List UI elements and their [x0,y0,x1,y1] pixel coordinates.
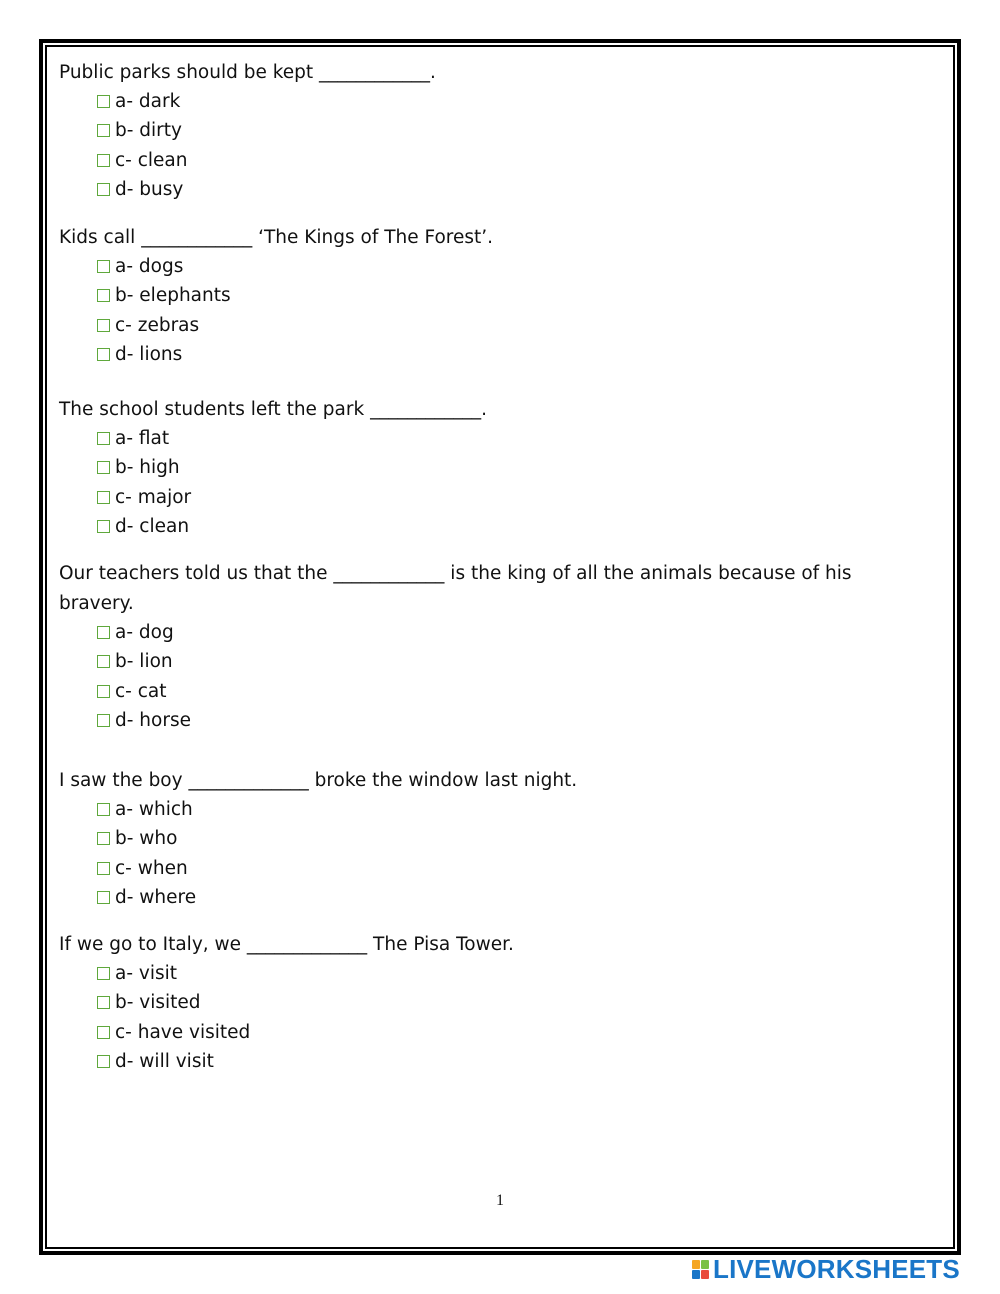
option-label: c- major [115,487,192,508]
question-5: I saw the boy _____________ broke the window last night. [59,770,578,791]
option-label: a- flat [115,428,170,449]
option-1c[interactable] [97,150,187,172]
question-4: Our teachers told us that the ____________ is the king of all the animals because of his bravery. [59,563,852,614]
option-label: b- dirty [115,120,182,141]
option-label: b- lion [115,651,173,672]
option-1a[interactable] [97,91,180,113]
checkbox[interactable] [97,832,110,845]
logo-block-icon [701,1260,709,1269]
logo-icon [692,1260,709,1279]
checkbox[interactable] [97,891,110,904]
option-6a[interactable] [97,963,177,985]
option-label: c- zebras [115,315,200,336]
option-label: b- who [115,828,178,849]
checkbox[interactable] [97,183,110,196]
checkbox[interactable] [97,626,110,639]
checkbox[interactable] [97,432,110,445]
checkbox[interactable] [97,862,110,875]
checkbox[interactable] [97,996,110,1009]
option-3a[interactable] [97,428,169,450]
option-5c[interactable] [97,858,188,880]
option-1d[interactable] [97,179,183,201]
option-label: a- dogs [115,256,184,277]
option-6c[interactable] [97,1022,250,1044]
option-label: a- visit [115,963,178,984]
option-label: a- dog [115,622,174,643]
checkbox[interactable] [97,124,110,137]
checkbox[interactable] [97,685,110,698]
option-2a[interactable] [97,256,183,278]
option-6d[interactable] [97,1051,214,1073]
checkbox[interactable] [97,260,110,273]
option-label: b- high [115,457,180,478]
checkbox[interactable] [97,461,110,474]
option-label: d- busy [115,179,184,200]
question-6: If we go to Italy, we _____________ The Pisa Tower. [59,934,514,955]
question-3: The school students left the park ____________. [59,399,487,420]
checkbox[interactable] [97,348,110,361]
option-label: a- which [115,799,193,820]
checkbox[interactable] [97,520,110,533]
question-1: Public parks should be kept ____________. [59,62,436,83]
logo-block-icon [692,1260,700,1269]
checkbox[interactable] [97,289,110,302]
checkbox[interactable] [97,95,110,108]
checkbox[interactable] [97,491,110,504]
option-label: c- cat [115,681,167,702]
option-label: d- horse [115,710,191,731]
option-5d[interactable] [97,887,196,909]
option-2c[interactable] [97,315,199,337]
option-3c[interactable] [97,487,191,509]
checkbox[interactable] [97,655,110,668]
logo-block-icon [692,1270,700,1279]
option-3d[interactable] [97,516,189,538]
liveworksheets-logo[interactable] [692,1253,960,1284]
option-5b[interactable] [97,828,177,850]
checkbox[interactable] [97,714,110,727]
question-2: Kids call ____________ ‘The Kings of The Forest’. [59,227,494,248]
option-label: d- will visit [115,1051,214,1072]
option-2b[interactable] [97,285,231,307]
option-1b[interactable] [97,120,182,142]
page-number: 1 [496,1192,504,1209]
option-6b[interactable] [97,992,201,1014]
option-label: b- elephants [115,285,231,306]
option-4a[interactable] [97,622,174,644]
option-3b[interactable] [97,457,180,479]
logo-block-icon [701,1270,709,1279]
option-label: c- have visited [115,1022,251,1043]
option-4d[interactable] [97,710,191,732]
option-label: d- lions [115,344,183,365]
logo-text: LIVEWORKSHEETS [713,1253,960,1284]
option-label: c- clean [115,150,188,171]
checkbox[interactable] [97,154,110,167]
checkbox[interactable] [97,1055,110,1068]
option-label: d- clean [115,516,190,537]
option-2d[interactable] [97,344,182,366]
checkbox[interactable] [97,803,110,816]
option-label: c- when [115,858,188,879]
checkbox[interactable] [97,1026,110,1039]
option-4b[interactable] [97,651,173,673]
checkbox[interactable] [97,319,110,332]
option-4c[interactable] [97,681,167,703]
option-label: b- visited [115,992,201,1013]
option-label: a- dark [115,91,181,112]
option-5a[interactable] [97,799,193,821]
checkbox[interactable] [97,967,110,980]
option-label: d- where [115,887,197,908]
